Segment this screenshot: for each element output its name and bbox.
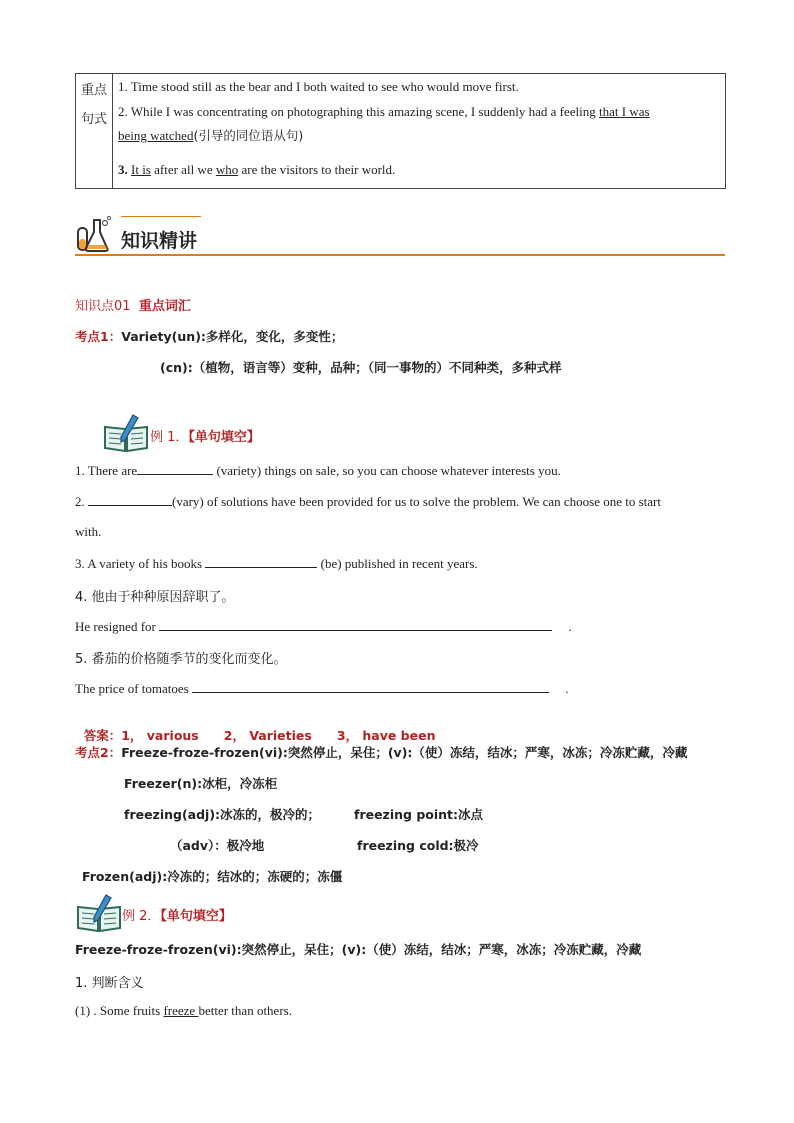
section-underline bbox=[75, 254, 725, 256]
table-content bbox=[113, 74, 726, 189]
ex1-question-4-english: He resigned for . bbox=[75, 619, 572, 634]
test-point-1-line1: 考点1：Variety(un):多样化，变化，多变性； bbox=[75, 329, 344, 344]
book-pencil-icon bbox=[103, 413, 149, 453]
example-2-definition: Freeze-froze-frozen(vi):突然停止，呆住；(v):（使）冻结，结冰；严寒，冰冻；冷冻贮藏，冷藏 bbox=[75, 942, 642, 957]
test-point-2-line4a: （adv）：极冷地 bbox=[170, 838, 265, 853]
test-point-2-line5: Frozen(adj):冷冻的；结冰的；冻硬的；冻僵 bbox=[82, 869, 343, 884]
ex1-question-4-chinese: 4. 他由于种种原因辞职了。 bbox=[75, 590, 235, 605]
ex1-question-2: 2. (vary) of solutions have been provided for us to solve the problem. We can choose one to start bbox=[75, 494, 661, 509]
ex1-question-5-english: The price of tomatoes . bbox=[75, 681, 569, 696]
sentence-2: 2. While I was concentrating on photographing this amazing scene, I suddenly had a feeling that I was being watched(引导的同位语从句) bbox=[118, 103, 650, 143]
title-top-rule bbox=[121, 216, 201, 217]
answer-blank[interactable] bbox=[192, 680, 549, 693]
test-point-2-line3b: freezing point:冰点 bbox=[354, 807, 484, 822]
test-point-1-line2: (cn):（植物，语言等）变种，品种；（同一事物的）不同种类，多种式样 bbox=[160, 360, 562, 375]
test-point-2-line2: Freezer(n):冰柜，冷冻柜 bbox=[124, 776, 278, 791]
answer-blank[interactable] bbox=[137, 462, 213, 475]
ex2-sentence-1: (1) . Some fruits freeze better than others. bbox=[75, 1003, 292, 1018]
key-sentences-table bbox=[75, 73, 726, 189]
table-label-text: 重点 句式 bbox=[80, 83, 107, 127]
sentence-3: 3. It is after all we who are the visitors to their world. bbox=[118, 161, 396, 177]
ex1-question-2-cont: with. bbox=[75, 524, 102, 539]
section-title: 知识精讲 bbox=[121, 230, 198, 252]
answer-blank[interactable] bbox=[159, 618, 552, 631]
book-pencil-icon bbox=[76, 893, 122, 933]
example-2-heading: 例 2．【单句填空】 bbox=[122, 909, 232, 924]
ex1-question-5-chinese: 5. 番茄的价格随季节的变化而变化。 bbox=[75, 652, 287, 667]
answer-blank[interactable] bbox=[88, 493, 172, 506]
ex2-question-1: 1. 判断含义 bbox=[75, 976, 144, 991]
sentence-1: 1. Time stood still as the bear and I both waited to see who would move first. bbox=[118, 79, 519, 94]
test-point-2-line3a: freezing(adj):冰冻的，极冷的； bbox=[124, 807, 321, 822]
ex1-question-1: 1. There are (variety) things on sale, so you can choose whatever interests you. bbox=[75, 463, 561, 478]
test-point-2-line4b: freezing cold:极冷 bbox=[357, 838, 479, 853]
answer-blank[interactable] bbox=[205, 555, 317, 568]
flask-icon bbox=[75, 214, 115, 254]
ex1-answers: 答案：1， various 2， Varieties 3， have been bbox=[83, 728, 436, 743]
knowledge-point-heading: 知识点01 重点词汇 bbox=[75, 299, 191, 314]
example-1-heading: 例 1．【单句填空】 bbox=[150, 430, 260, 445]
test-point-2-line1: 考点2：Freeze-froze-frozen(vi):突然停止，呆住；(v):（使）冻结，结冰；严寒，冰冻；冷冻贮藏，冷藏 bbox=[75, 745, 688, 760]
ex1-question-3: 3. A variety of his books (be) published in recent years. bbox=[75, 556, 478, 571]
table-label bbox=[76, 74, 113, 189]
